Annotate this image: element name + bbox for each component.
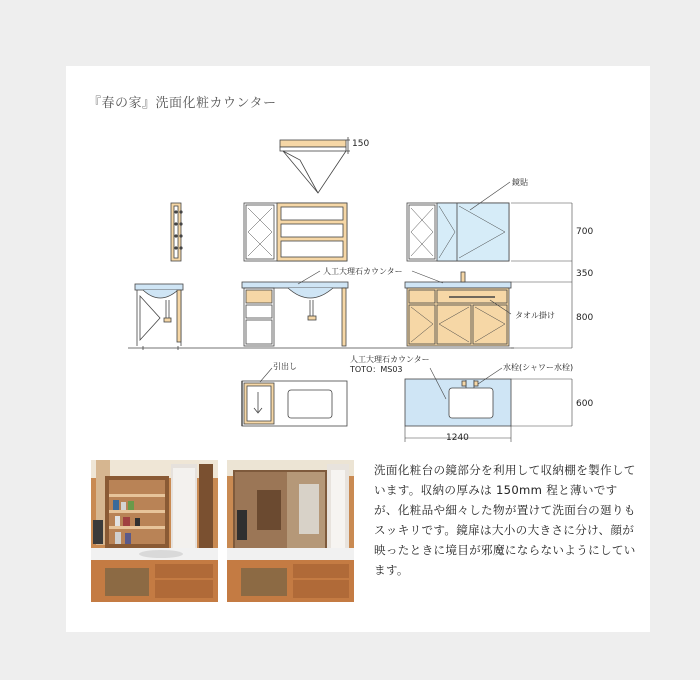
counter-plan-label: 人工大理石カウンター <box>350 355 430 364</box>
drawer-label: 引出し <box>273 362 297 371</box>
dim-150-label: 150 <box>352 139 370 149</box>
plan-interior <box>242 381 347 426</box>
photo-closed-mirror <box>227 460 354 602</box>
mirror-label: 鏡貼 <box>512 178 528 187</box>
side-section-upper <box>171 203 182 261</box>
faucet-label: 水栓(シャワー水栓) <box>503 363 574 372</box>
dim-350-label: 350 <box>576 269 594 279</box>
mirror-cabinet-plan <box>280 137 350 193</box>
counter-model-label: TOTO：MS03 <box>350 365 403 374</box>
dim-700-label: 700 <box>576 227 594 237</box>
side-section-lower <box>135 284 183 350</box>
front-interior-lower <box>242 282 348 346</box>
plan-counter <box>405 379 511 426</box>
dim-800-label: 800 <box>576 313 594 323</box>
dim-600-label: 600 <box>576 399 594 409</box>
dim-1240-label: 1240 <box>446 433 469 443</box>
front-door-upper <box>407 203 509 261</box>
description-text: 洗面化粧台の鏡部分を利用して収納棚を製作しています。収納の厚みは 150mm 程と薄いですが、化粧品や細々した物が置けて洗面台の廻りもスッキリです。鏡扉は大小の大きさに分け、顔が映ったときに境目が邪魔にならないようにしています。 <box>374 463 636 577</box>
counter-top-label: 人工大理石カウンター <box>323 267 403 276</box>
page-title: 『春の家』洗面化粧カウンター <box>88 96 277 111</box>
front-interior-upper <box>244 203 347 261</box>
towel-bar-label: タオル掛け <box>515 311 555 320</box>
front-door-lower <box>405 272 511 346</box>
photo-open-cabinet <box>91 460 218 602</box>
